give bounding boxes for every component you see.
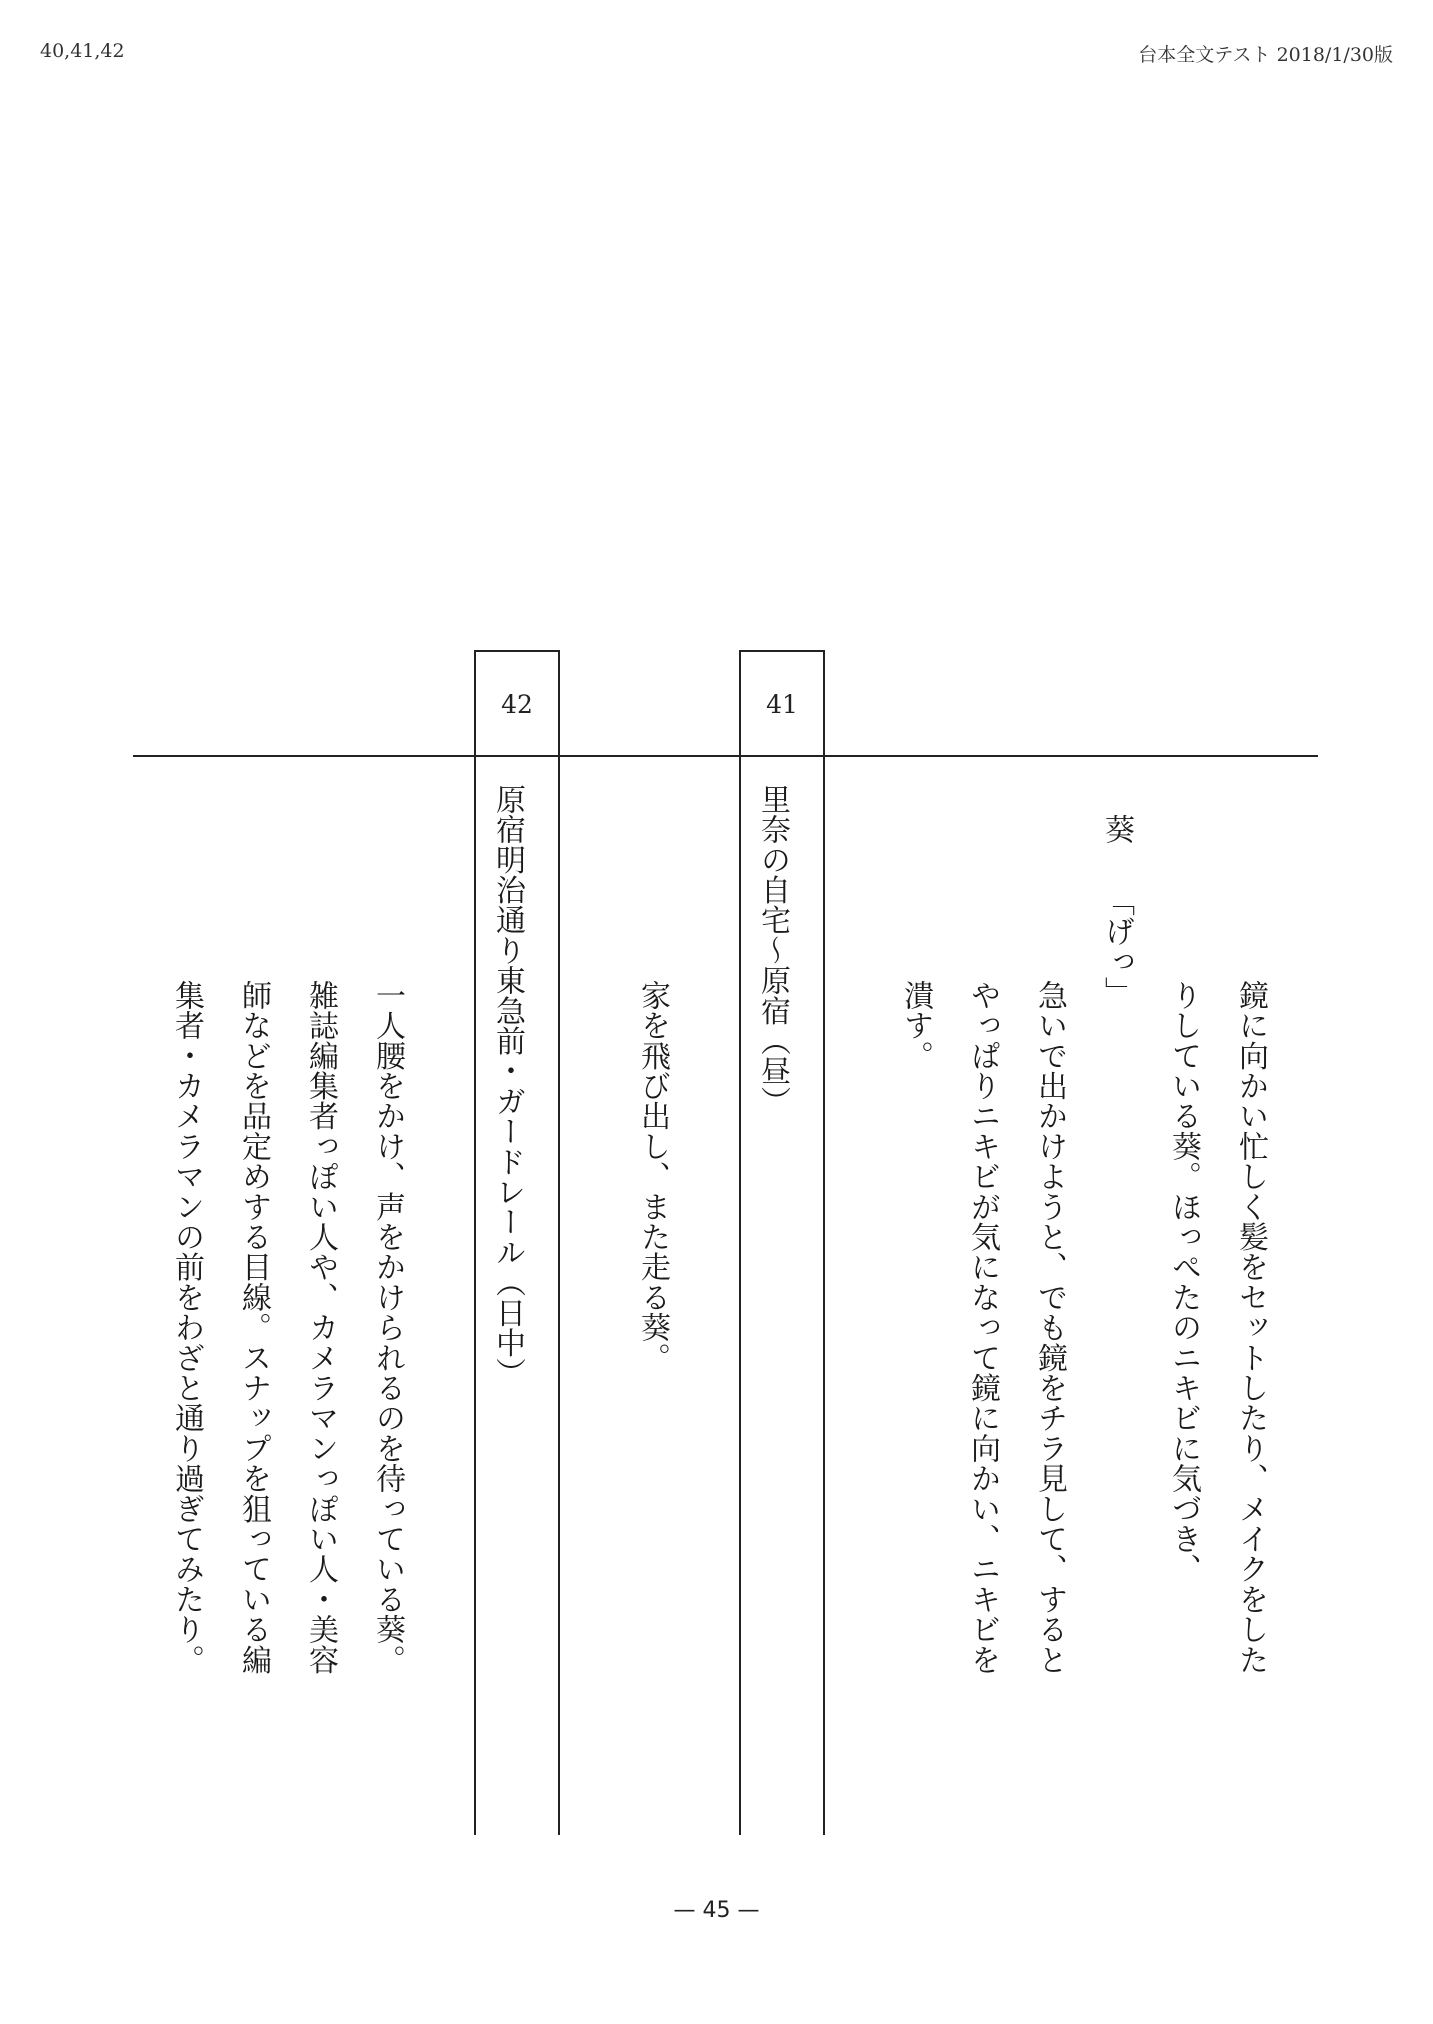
scene-42-number: 42 xyxy=(501,690,533,719)
prev-action-line-1: 鏡に向かい忙しく髪をセットしたり、メイクをした xyxy=(1233,980,1268,1675)
document-version: 台本全文テスト 2018/1/30版 xyxy=(1138,44,1393,66)
scene-42-heading: 原宿明治通り東急前・ガードレール（日中） xyxy=(490,784,525,1388)
prev-dialogue: 「げっ」 xyxy=(1099,886,1134,1007)
scene-42-action-line-2: 雑誌編集者っぽい人や、カメラマンっぽい人・美容 xyxy=(303,980,338,1675)
scene-41-action: 家を飛び出し、また走る葵。 xyxy=(635,980,670,1373)
prev-action2-line-3: 潰す。 xyxy=(898,980,933,1071)
document-code: 40,41,42 xyxy=(40,40,125,62)
page-rule xyxy=(133,755,1318,757)
scene-41-number: 41 xyxy=(766,690,798,719)
prev-action2-line-2: やっぱりニキビが気になって鏡に向かい、ニキビを xyxy=(965,980,1000,1675)
prev-action2-line-1: 急いで出かけようと、でも鏡をチラ見して、すると xyxy=(1032,980,1067,1675)
scene-42-action-line-1: 一人腰をかけ、声をかけられるのを待っている葵。 xyxy=(370,980,405,1675)
scene-42-action-line-3: 師などを品定めする目線。スナップを狙っている編 xyxy=(236,980,271,1675)
prev-speaker: 葵 xyxy=(1099,814,1134,845)
page-number: — 45 — xyxy=(673,1898,760,1923)
prev-action-line-2: りしている葵。ほっぺたのニキビに気づき、 xyxy=(1166,980,1201,1584)
scene-42-action-line-4: 集者・カメラマンの前をわざと通り過ぎてみたり。 xyxy=(169,980,204,1675)
scene-41-heading: 里奈の自宅～原宿（昼） xyxy=(755,784,790,1117)
